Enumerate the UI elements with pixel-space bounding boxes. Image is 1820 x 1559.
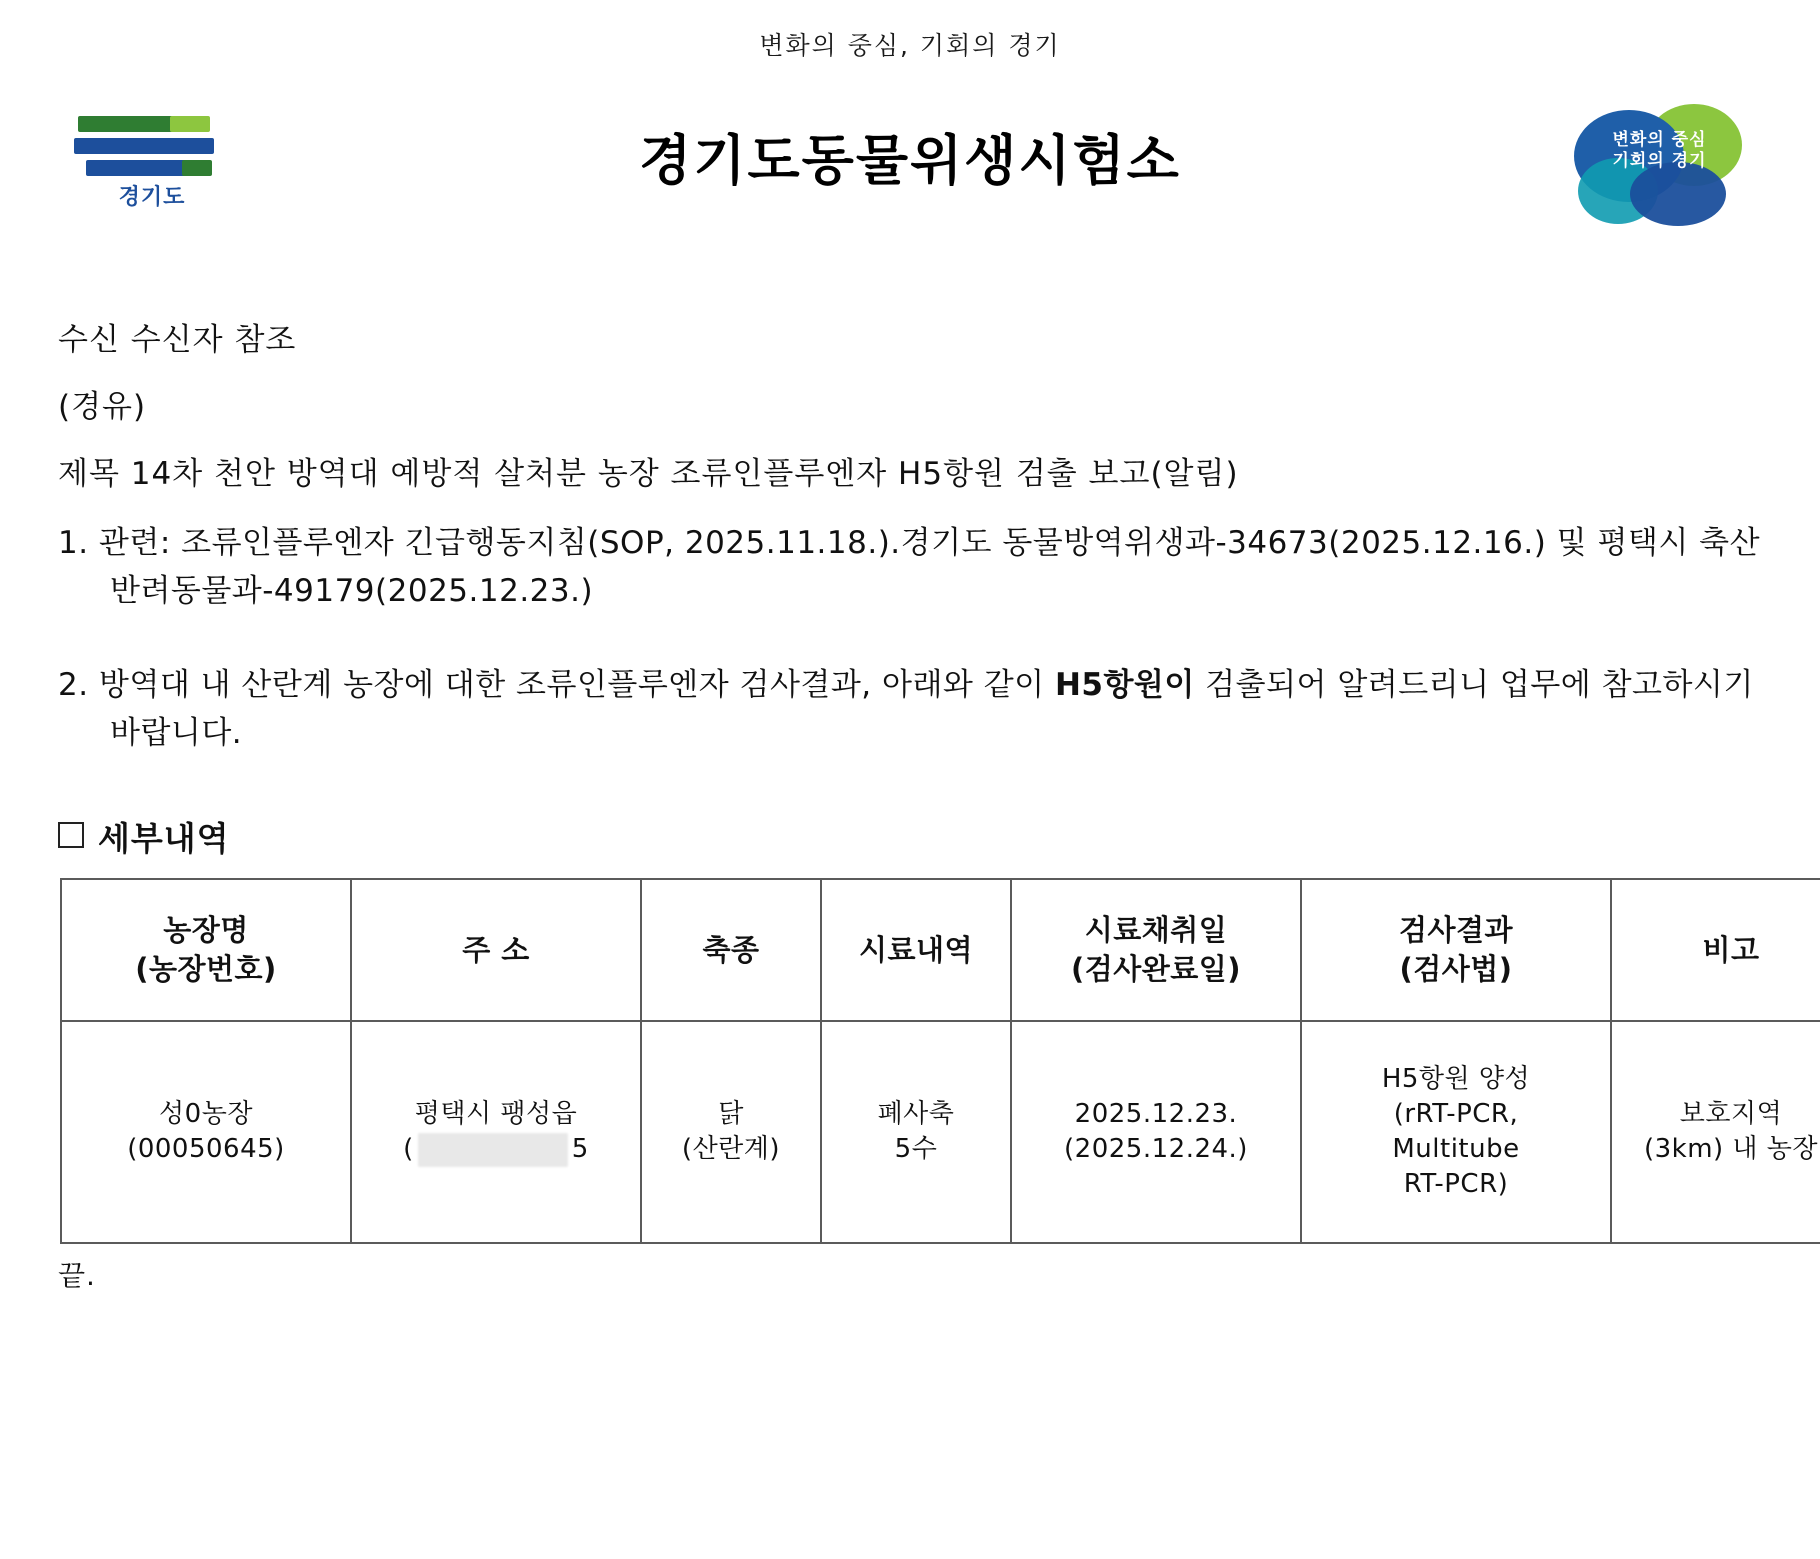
paragraph-2 [58,661,1762,757]
cell-address-masked [356,1132,636,1167]
header-address-line1: 주 소 [462,932,530,967]
header-note [1611,879,1820,1021]
header-sample-line1: 시료내역 [858,932,974,967]
end-mark: 끝. [58,1259,96,1293]
page-slogan: 변화의 중심, 기회의 경기 [759,31,1061,60]
table-header-row [61,879,1820,1021]
paragraph-2-part2: 검출되어 알려드리니 업무에 참고하시기 바랍니다. [110,667,1754,752]
cell-species-line2: (산란계) [681,1134,781,1165]
logo-caption: 경기도 [118,185,186,210]
cell-note [1611,1021,1820,1243]
cell-farm-name [61,1021,351,1243]
cell-note-line1: 보호지역 [1679,1099,1783,1130]
header-farm-name-line1: 농장명 [163,913,249,948]
cell-species [641,1021,821,1243]
header-address [351,879,641,1021]
header-result-line2: (검사법) [1399,952,1513,987]
cell-address-prefix: 평택시 팽성읍 [414,1099,578,1130]
cell-farm-name-value: 성0농장 [159,1099,253,1130]
header-farm-name-line2: (농장번호) [135,952,277,987]
header-sampling-date [1011,879,1301,1021]
header-species-line1: 축종 [702,932,760,967]
recipient-line: 수신 수신자 참조 [58,322,297,358]
document-body [0,314,1820,1294]
page-title: 경기도동물위생시험소 [639,129,1181,192]
paragraph-1: 1. 관련: 조류인플루엔자 긴급행동지침(SOP, 2025.11.18.).경기도 동물방역위생과-34673(2025.12.16.) 및 평택시 축산반려동물과-49179(2025.12.23.) [58,525,1761,610]
cell-address-masked-prefix: ( [403,1134,414,1165]
cell-note-line2: (3km) 내 농장 [1643,1134,1819,1165]
cell-result [1301,1021,1611,1243]
section-heading [58,813,1762,860]
emblem-text-line1: 변화의 중심 [1612,130,1707,150]
slogan-emblem-logo [1568,100,1748,235]
document-header [0,92,1820,262]
cell-sample-line1: 폐사축 [877,1099,955,1130]
cell-species-line1: 닭 [718,1099,744,1130]
cell-sampling-date [1011,1021,1301,1243]
emblem-text-line2: 기회의 경기 [1612,151,1707,172]
cell-address [351,1021,641,1243]
detail-table [60,878,1820,1244]
cell-result-line4: RT-PCR) [1403,1169,1509,1200]
header-sample [821,879,1011,1021]
cell-result-line1: H5항원 양성 [1381,1064,1531,1094]
cell-farm-number-value: (00050645) [127,1134,285,1165]
cell-result-line3: Multitube [1392,1134,1520,1165]
header-sampling-date-line2: (검사완료일) [1070,952,1242,987]
table-row [61,1021,1820,1243]
header-note-line1: 비고 [1702,932,1760,967]
checkbox-square-icon [58,822,84,848]
cell-address-masked-suffix: 5 [571,1134,589,1165]
via-line: (경유) [58,389,147,425]
redaction-block [418,1133,568,1167]
cell-result-line2: (rRT-PCR, [1393,1099,1519,1130]
cell-sample [821,1021,1011,1243]
header-species [641,879,821,1021]
header-farm-name [61,879,351,1021]
cell-sample-line2: 5수 [894,1134,938,1165]
cell-completion-date-value: (2025.12.24.) [1064,1134,1248,1165]
paragraph-2-bold: H5항원이 [1054,667,1195,704]
header-sampling-date-line1: 시료채취일 [1084,913,1228,948]
header-result-line1: 검사결과 [1398,913,1514,948]
cell-sampling-date-value: 2025.12.23. [1074,1099,1238,1130]
paragraph-2-part1: 2. 방역대 내 산란계 농장에 대한 조류인플루엔자 검사결과, 아래와 같이 [58,667,1055,704]
emblem-text [1592,130,1727,173]
section-heading-label: 세부내역 [98,819,230,859]
header-result [1301,879,1611,1021]
subject-line: 제목 14차 천안 방역대 예방적 살처분 농장 조류인플루엔자 H5항원 검출 보고(알림) [58,456,1239,492]
